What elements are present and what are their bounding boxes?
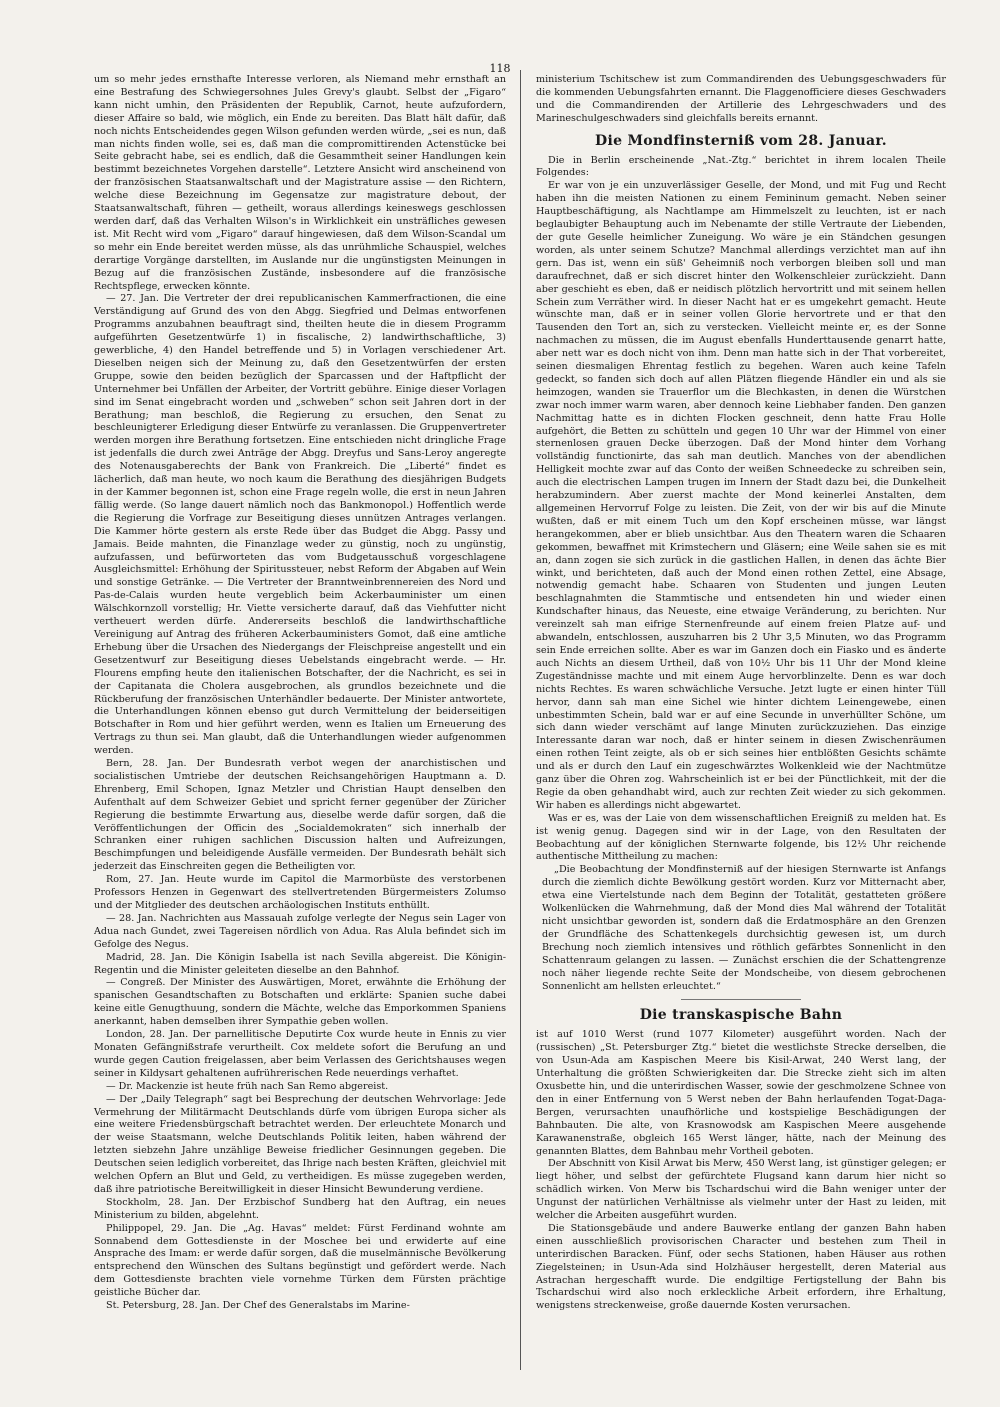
section-divider bbox=[681, 999, 801, 1000]
article-paragraph: London, 28. Jan. Der parnellitische Deputirte Cox wurde heute in Ennis zu vier Monaten Gefängnißstrafe verurtheilt. Cox meldete sofort die Berufung an und wurde gegen Caution freigelassen, aber beim Verlassen des Gerichtshauses wegen seiner in Kildysart gehaltenen aufrührerischen Rede neuerdings verhaftet. bbox=[94, 1029, 506, 1079]
article-paragraph: Madrid, 28. Jan. Die Königin Isabella ist nach Sevilla abgereist. Die Königin-Regentin und die Minister geleiteten dieselbe an den Bahnhof. bbox=[94, 951, 506, 976]
article-paragraph: — 27. Jan. Die Vertreter der drei republicanischen Kammerfractionen, die eine Verständigung auf Grund des von den Abgg. Siegfried und Delmas entworfenen Programms anzubahnen beauftragt sind, theilten heute die in diesem Programm aufgeführten Gesetzentwürfe 1) in fiscalische, 2) landwirthschaftliche, 3) gewerbliche, 4) den Handel betreffende und 5) in Vorlagen verschiedener Art. Dieselben neigen sich der Meinung zu, daß den Gesetzentwürfen der ersten Gruppe, sowie den beiden bezüglich der Sparcassen und der Haftpflicht der Unternehmer bei Unfällen der Arbeiter, der Vortritt gebühre. Einige dieser Vorlagen sind im Senat eingebracht worden und „schweben“ schon seit Jahren dort in der Berathung; man beschloß, die Regierung zu ersuchen, den Senat zu beschleunigterer Erledigung dieser Entwürfe zu veranlassen. Die Gruppenvertreter werden morgen ihre Berathung fortsetzen. Eine entschieden nicht dringliche Frage ist jedenfalls die durch zwei Anträge der Abgg. Dreyfus und Sans-Leroy angeregte des Notenausgaberechts der Bank von Frankreich. Die „Liberté“ findet es lächerlich, daß man heute, wo noch kaum die Berathung des diesjährigen Budgets in der Kammer begonnen ist, schon eine Frage regeln wolle, die erst in neun Jahren fällig werde. (So lange dauert nämlich noch das Bankmonopol.) Hoffentlich werde die Regierung die Vorfrage zur Beseitigung dieses unnützen Antrages verlangen. Die Kammer hörte gestern als erste Rede über das Budget die Abgg. Passy und Jamais. Beide mahnten, die Finanzlage weder zu günstig, noch zu ungünstig, aufzufassen, und befürworteten das vom Budgetausschuß vorgeschlagene Ausgleichsmittel: Erhöhung der Spiritussteuer, nebst Reform der Abgaben auf Wein und sonstige Getränke. — Die Vertreter der Branntweinbrennereien des Nord und Pas-de-Calais wurden heute vergeblich beim Ackerbauminister um einen Wälschkornzoll vorstellig; Hr. Viette versicherte darauf, daß das Viehfutter nicht vertheuert werden dürfe. Andererseits beschloß die landwirthschaftliche Vereinigung auf Antrag des früheren Ackerbauministers Gomot, daß eine amtliche Erhebung über die Ursachen des Niedergangs der Fleischpreise angestellt und ein Gesetzentwurf zur Beseitigung dieses Uebelstands eingebracht werde. — Hr. Flourens empfing heute den italienischen Botschafter, der die Nachricht, es sei in der Capitanata die Cholera ausgebrochen, als grundlos bezeichnete und die Rückberufung der französischen Unterhändler bedauerte. Der Minister antwortete, die Unterhandlungen können ebenso gut durch Vermittelung der beiderseitigen Botschafter in Rom und hier geführt werden, wenn es Italien um Erneuerung des Vertrags zu thun sei. Man glaubt, daß die Unterhandlungen wieder aufgenommen werden. bbox=[94, 293, 506, 757]
article-paragraph: um so mehr jedes ernsthafte Interesse verloren, als Niemand mehr ernsthaft an eine Bestrafung des Schwiegersohnes Jules Grevy's glaubt. Selbst der „Figaro“ kann nicht umhin, den Präsidenten der Republik, Carnot, heute aufzufordern, dieser Affaire so bald, wie möglich, ein Ende zu bereiten. Das Blatt hält dafür, daß noch nichts Entscheidendes gegen Wilson gefunden werden würde, „sei es nun, daß man nichts finden wolle, sei es, daß man die compromittirenden Actenstücke bei Seite gebracht habe, sei es endlich, daß die Gesammtheit seiner Handlungen kein bestimmt bezeichnetes Vorgehen darstelle“. Letztere Ansicht wird anscheinend von der französischen Staatsanwaltschaft und der Magistrature assise — den Richtern, welche diese Bezeichnung im Gegensatze zur magistrature debout, der Staatsanwaltschaft, führen — getheilt, woraus allerdings keineswegs geschlossen werden darf, daß das Verhalten Wilson's in Wirklichkeit ein unsträfliches gewesen ist. Mit Recht wird vom „Figaro“ darauf hingewiesen, daß dem Wilson-Scandal um so mehr ein Ende bereitet werden müsse, als das unrühmliche Schauspiel, welches derartige Vorgänge darstellten, im Auslande nur die ungünstigsten Meinungen in Bezug auf die französischen Zustände, insbesondere auf die französische Rechtspflege, erwecken könnte. bbox=[94, 74, 506, 292]
observatory-quote: „Die Beobachtung der Mondfinsterniß auf der hiesigen Sternwarte ist Anfangs durch die ziemlich dichte Bewölkung gestört worden. Kurz vor Mitternacht aber, etwa eine Viertelstunde nach dem Beginn der Totalität, gestatteten größere Wolkenlücken die Wahrnehmung, daß der Mond dies Mal während der Totalität nicht unsichtbar geworden ist, sondern daß die Erdatmosphäre an den Grenzen der Grundfläche des Schattenkegels durchsichtig gewesen ist, um durch Brechung noch ziemlich intensives und röthlich gefärbtes Sonnenlicht in den Schattenraum gelangen zu lassen. — Zunächst erschien die der Schattengrenze noch näher liegende rechte Seite der Mondscheibe, von diesem gebrochenen Sonnenlicht am hellsten erleuchtet.“ bbox=[542, 864, 946, 992]
article-paragraph: — Congreß. Der Minister des Auswärtigen, Moret, erwähnte die Erhöhung der spanischen Gesandtschaften zu Botschaften und erklärte: Spanien suche dabei keine eitle Genugthuung, sondern die Mächte, welche das Emporkommen Spaniens anerkannt, haben demselben ihrer Sympathie geben wollen. bbox=[94, 977, 506, 1028]
article-paragraph: Was er es, was der Laie von dem wissenschaftlichen Ereigniß zu melden hat. Es ist wenig genug. Dagegen sind wir in der Lage, von den Resultaten der Beobachtung auf der königlichen Sternwarte folgende, bis 12½ Uhr reichende authentische Mittheilung zu machen: bbox=[536, 812, 946, 863]
left-column bbox=[94, 74, 506, 1313]
article-paragraph: St. Petersburg, 28. Jan. Der Chef des Generalstabs im Marine- bbox=[106, 1300, 410, 1312]
right-column bbox=[536, 74, 946, 1313]
section-heading-mondfinsterniss: Die Mondfinsterniß vom 28. Januar. bbox=[595, 132, 887, 149]
article-paragraph: Bern, 28. Jan. Der Bundesrath verbot wegen der anarchistischen und socialistischen Umtriebe der deutschen Reichsangehörigen Hauptmann a. D. Ehrenberg, Emil Schopen, Ignaz Metzler und Christian Haupt denselben den Aufenthalt auf dem Schweizer Gebiet und spricht ferner gegenüber der Züricher Regierung die bestimmte Erwartung aus, dieselbe werde dafür sorgen, daß die Veröffentlichungen der Officin des „Socialdemokraten“ sich innerhalb der Schranken einer ruhigen sachlichen Discussion halten und Aufreizungen, Beschimpfungen und beleidigende Ausfälle vermeiden. Der Bundesrath behält sich jederzeit das Einschreiten gegen die Betheiligten vor. bbox=[94, 758, 506, 873]
section-heading-transkaspische-bahn: Die transkaspische Bahn bbox=[639, 1007, 843, 1024]
article-paragraph: Die Stationsgebäude und andere Bauwerke entlang der ganzen Bahn haben einen ausschließlich provisorischen Character und bestehen zum Theil in unterirdischen Baracken. Fünf, oder sechs Stationen, haben Häuser aus rothen Ziegelsteinen; in Usun-Ada sind Holzhäuser hergestellt, deren Material aus Astrachan hergeschafft wurde. Die endgiltige Fertigstellung der Bahn bis Tschardschui wird also noch erkleckliche Arbeit erfordern, ihre Erhaltung, wenigstens streckenweise, große dauernde Kosten verursachen. bbox=[536, 1222, 946, 1312]
article-paragraph: — 28. Jan. Nachrichten aus Massauah zufolge verlegte der Negus sein Lager von Adua nach Gundet, zwei Tagereisen nördlich von Adua. Ras Alula befindet sich im Gefolge des Negus. bbox=[94, 912, 506, 950]
article-paragraph: — Dr. Mackenzie ist heute früh nach San Remo abgereist. bbox=[106, 1080, 389, 1092]
page-number: 118 bbox=[489, 62, 511, 75]
article-paragraph: Philippopel, 29. Jan. Die „Ag. Havas“ meldet: Fürst Ferdinand wohnte am Sonnabend dem Gottesdienste in der Moschee bei und erwiderte auf eine Ansprache des Imam: er werde dafür sorgen, daß die muselmännische Bevölkerung entsprechend den Wünschen des Sultans begünstigt und gefördert werde. Nach dem Gottesdienste brachten viele vornehme Türken dem Fürsten prächtige geistliche Bücher dar. bbox=[94, 1222, 506, 1299]
article-paragraph: — Der „Daily Telegraph“ sagt bei Besprechung der deutschen Wehrvorlage: Jede Vermehrung der Militärmacht Deutschlands dürfe vom übrigen Europa sicher als eine weitere Friedensbürgschaft betrachtet werden. Der erleuchtete Monarch und der weise Staatsmann, welche Deutschlands Politik leiten, haben während der letzten siebzehn Jahre unzählige Beweise friedlicher Gesinnungen gegeben. Die Deutschen seien lediglich vorbereitet, das Ihrige nach besten Kräften, gleichviel mit welchen Opfern an Blut und Geld, zu vertheidigen. Es müsse zugegeben werden, daß ihre patriotische Bereitwilligkeit in dieser Hinsicht Bewunderung verdiene. bbox=[94, 1093, 506, 1195]
article-paragraph: Rom, 27. Jan. Heute wurde im Capitol die Marmorbüste des verstorbenen Professors Henzen in Gegenwart des stellvertretenden Bürgermeisters Zolumso und der Mitglieder des deutschen archäologischen Instituts enthüllt. bbox=[94, 874, 506, 911]
article-paragraph: Die in Berlin erscheinende „Nat.-Ztg.“ berichtet in ihrem localen Theile Folgendes: bbox=[536, 154, 946, 179]
column-divider bbox=[520, 70, 521, 1370]
article-paragraph: Er war von je ein unzuverlässiger Geselle, der Mond, und mit Fug und Recht haben ihn die meisten Nationen zu einem Femininum gemacht. Neben seiner Hauptbeschäftigung, als Nachtlampe am Himmelszelt zu leuchten, ist er nach beglaubigter Behauptung auch im Nebenamte der stille Vertraute der Liebenden, der gute Geselle heimlicher Zuneigung. Wo wäre je ein Ständchen gesungen worden, als unter seinem Schutze? Manchmal allerdings verzichtet man auf ihn gern. Das ist, wenn ein süß' Geheimniß noch verborgen bleiben soll und man daraufrechnet, daß er sich discret hinter den Wolkenschleier zurückzieht. Dann aber geschieht es eben, daß er neidisch plötzlich hervortritt und mit seinem hellen Schein zum Verräther wird. In dieser Nacht hat er es umgekehrt gemacht. Heute wünschte man, daß er in seiner vollen Glorie hervortrete und er that den Tausenden den Tort an, sich zu verstecken. Vielleicht meinte er, es der Sonne nachmachen zu müssen, die im August ebenfalls Hunderttausende genarrt hatte, aber nett war es doch nicht von ihm. Denn man hatte sich in der That vorbereitet, seinen diesmaligen Ehrentag festlich zu begehen. Waren auch keine Tafeln gedeckt, so fanden sich doch auf allen Plätzen fliegende Händler ein und als sie heimzogen, wanden sie Trauerflor um die Blechkasten, in denen die Würstchen zwar noch immer warm waren, aber dennoch keine Liebhaber fanden. Den ganzen Nachmittag hatte es in dichten Flocken geschneit, denn hatte Frau Holle aufgehört, die Betten zu schütteln und gegen 10 Uhr war der Himmel von einer sternenlosen grauen Decke überzogen. Daß der Mond hinter dem Vorhang vollständig functionirte, das sah man deutlich. Manches von der abendlichen Helligkeit mochte zwar auf das Conto der weißen Schneedecke zu schreiben sein, auch die electrischen Lampen trugen im Innern der Stadt dazu bei, die Dunkelheit herabzumindern. Aber zuerst machte der Mond keinerlei Anstalten, dem allgemeinen Hervorruf Folge zu leisten. Die Zeit, von der wir bis auf die Minute wußten, daß er mit einem Tuch um den Kopf erscheinen müsse, war längst herangekommen, aber er blieb unsichtbar. Aus den Theatern waren die Schaaren gekommen, bewaffnet mit Krimstechern und Gläsern; eine Weile sahen sie es mit an, dann zogen sie sich zurück in die gastlichen Hallen, in denen das ächte Bier winkt, und berichteten, daß auch der Mond einen rothen Zettel, eine Absage, notwendig gemacht habe. Schaaren von Studenten und jungen Leuten beschlagnahmten die Stammtische und entsendeten hin und wieder einen Kundschafter hinaus, das Neueste, eine etwaige Veränderung, zu berichten. Nur vereinzelt sah man eifrige Sternenfreunde auf einem freien Platze auf- und abwandeln, entschlossen, auszuharren bis 2 Uhr 3,5 Minuten, wo das Programm sein Ende erreichen sollte. Aber es war im Ganzen doch ein Fiasko und es änderte auch Nichts an diesem Urtheil, daß von 10½ Uhr bis 11 Uhr der Mond kleine Zugeständnisse machte und mit einem Auge hervorblinzelte. Denn es war doch nichts Rechtes. Es waren schwächliche Versuche. Jetzt lugte er einen hinter Tüll hervor, dann sah man eine Sichel wie hinter dichtem Leinengewebe, einen unbestimmten Schein, bald war er auf eine Secunde in unverhüllter Schöne, um sich dann wieder verschämt auf lange Minuten zurückzuziehen. Das einzige Interessante daran war noch, daß er hinter seinem in diesen Zwischenräumen einen rothen Teint zeigte, als ob er sich seines hier entblößten Gesichts schämte und als er durch den Lauf ein zugeschwärztes Wolkenkleid wie der Nachtmütze ganz über die Ohren zog. Wahrscheinlich ist er bei der Pünctlichkeit, mit der die Regie da oben gehandhabt wird, auch zur rechten Zeit wieder zu sich gekommen. Wir haben es allerdings nicht abgewartet. bbox=[536, 180, 946, 811]
article-paragraph: ist auf 1010 Werst (rund 1077 Kilometer) ausgeführt worden. Nach der (russischen) „St. Petersburger Ztg.“ bietet die westlichste Strecke derselben, die von Usun-Ada am Kaspischen Meere bis Kisil-Arwat, 240 Werst lang, der Unterhaltung die größten Schwierigkeiten dar. Die Strecke zieht sich im alten Oxusbette hin, und die unterirdischen Wasser, sowie der geschmolzene Schnee von den in einer Entfernung von 5 Werst neben der Bahn herlaufenden Togat-Daga-Bergen, verursachten unaufhörliche und kostspielige Beschädigungen der Bahnbauten. Die alte, von Krasnowodsk am Kaspischen Meere ausgehende Karawanenstraße, obgleich 165 Werst länger, hätte, nach der Meinung des genannten Blattes, dem Bahnbau mehr Vortheil geboten. bbox=[536, 1029, 946, 1157]
article-paragraph: ministerium Tschitschew ist zum Commandirenden des Uebungsgeschwaders für die kommenden Uebungsfahrten ernannt. Die Flaggenofficiere dieses Geschwaders und die Commandirenden der Artillerie des Lehrgeschwaders und des Marineschulgeschwaders sind gleichfalls bereits ernannt. bbox=[536, 74, 946, 124]
article-paragraph: Der Abschnitt von Kisil Arwat bis Merw, 450 Werst lang, ist günstiger gelegen; er liegt höher, und selbst der gefürchtete Flugsand kann darum hier nicht so schädlich wirken. Von Merw bis Tschardschui wird die Bahn weniger unter der Ungunst der natürlichen Verhältnisse als vielmehr unter der Hast zu leiden, mit welcher die Arbeiten ausgeführt wurden. bbox=[536, 1158, 946, 1222]
article-paragraph: Stockholm, 28. Jan. Der Erzbischof Sundberg hat den Auftrag, ein neues Ministerium zu bilden, abgelehnt. bbox=[94, 1196, 506, 1221]
